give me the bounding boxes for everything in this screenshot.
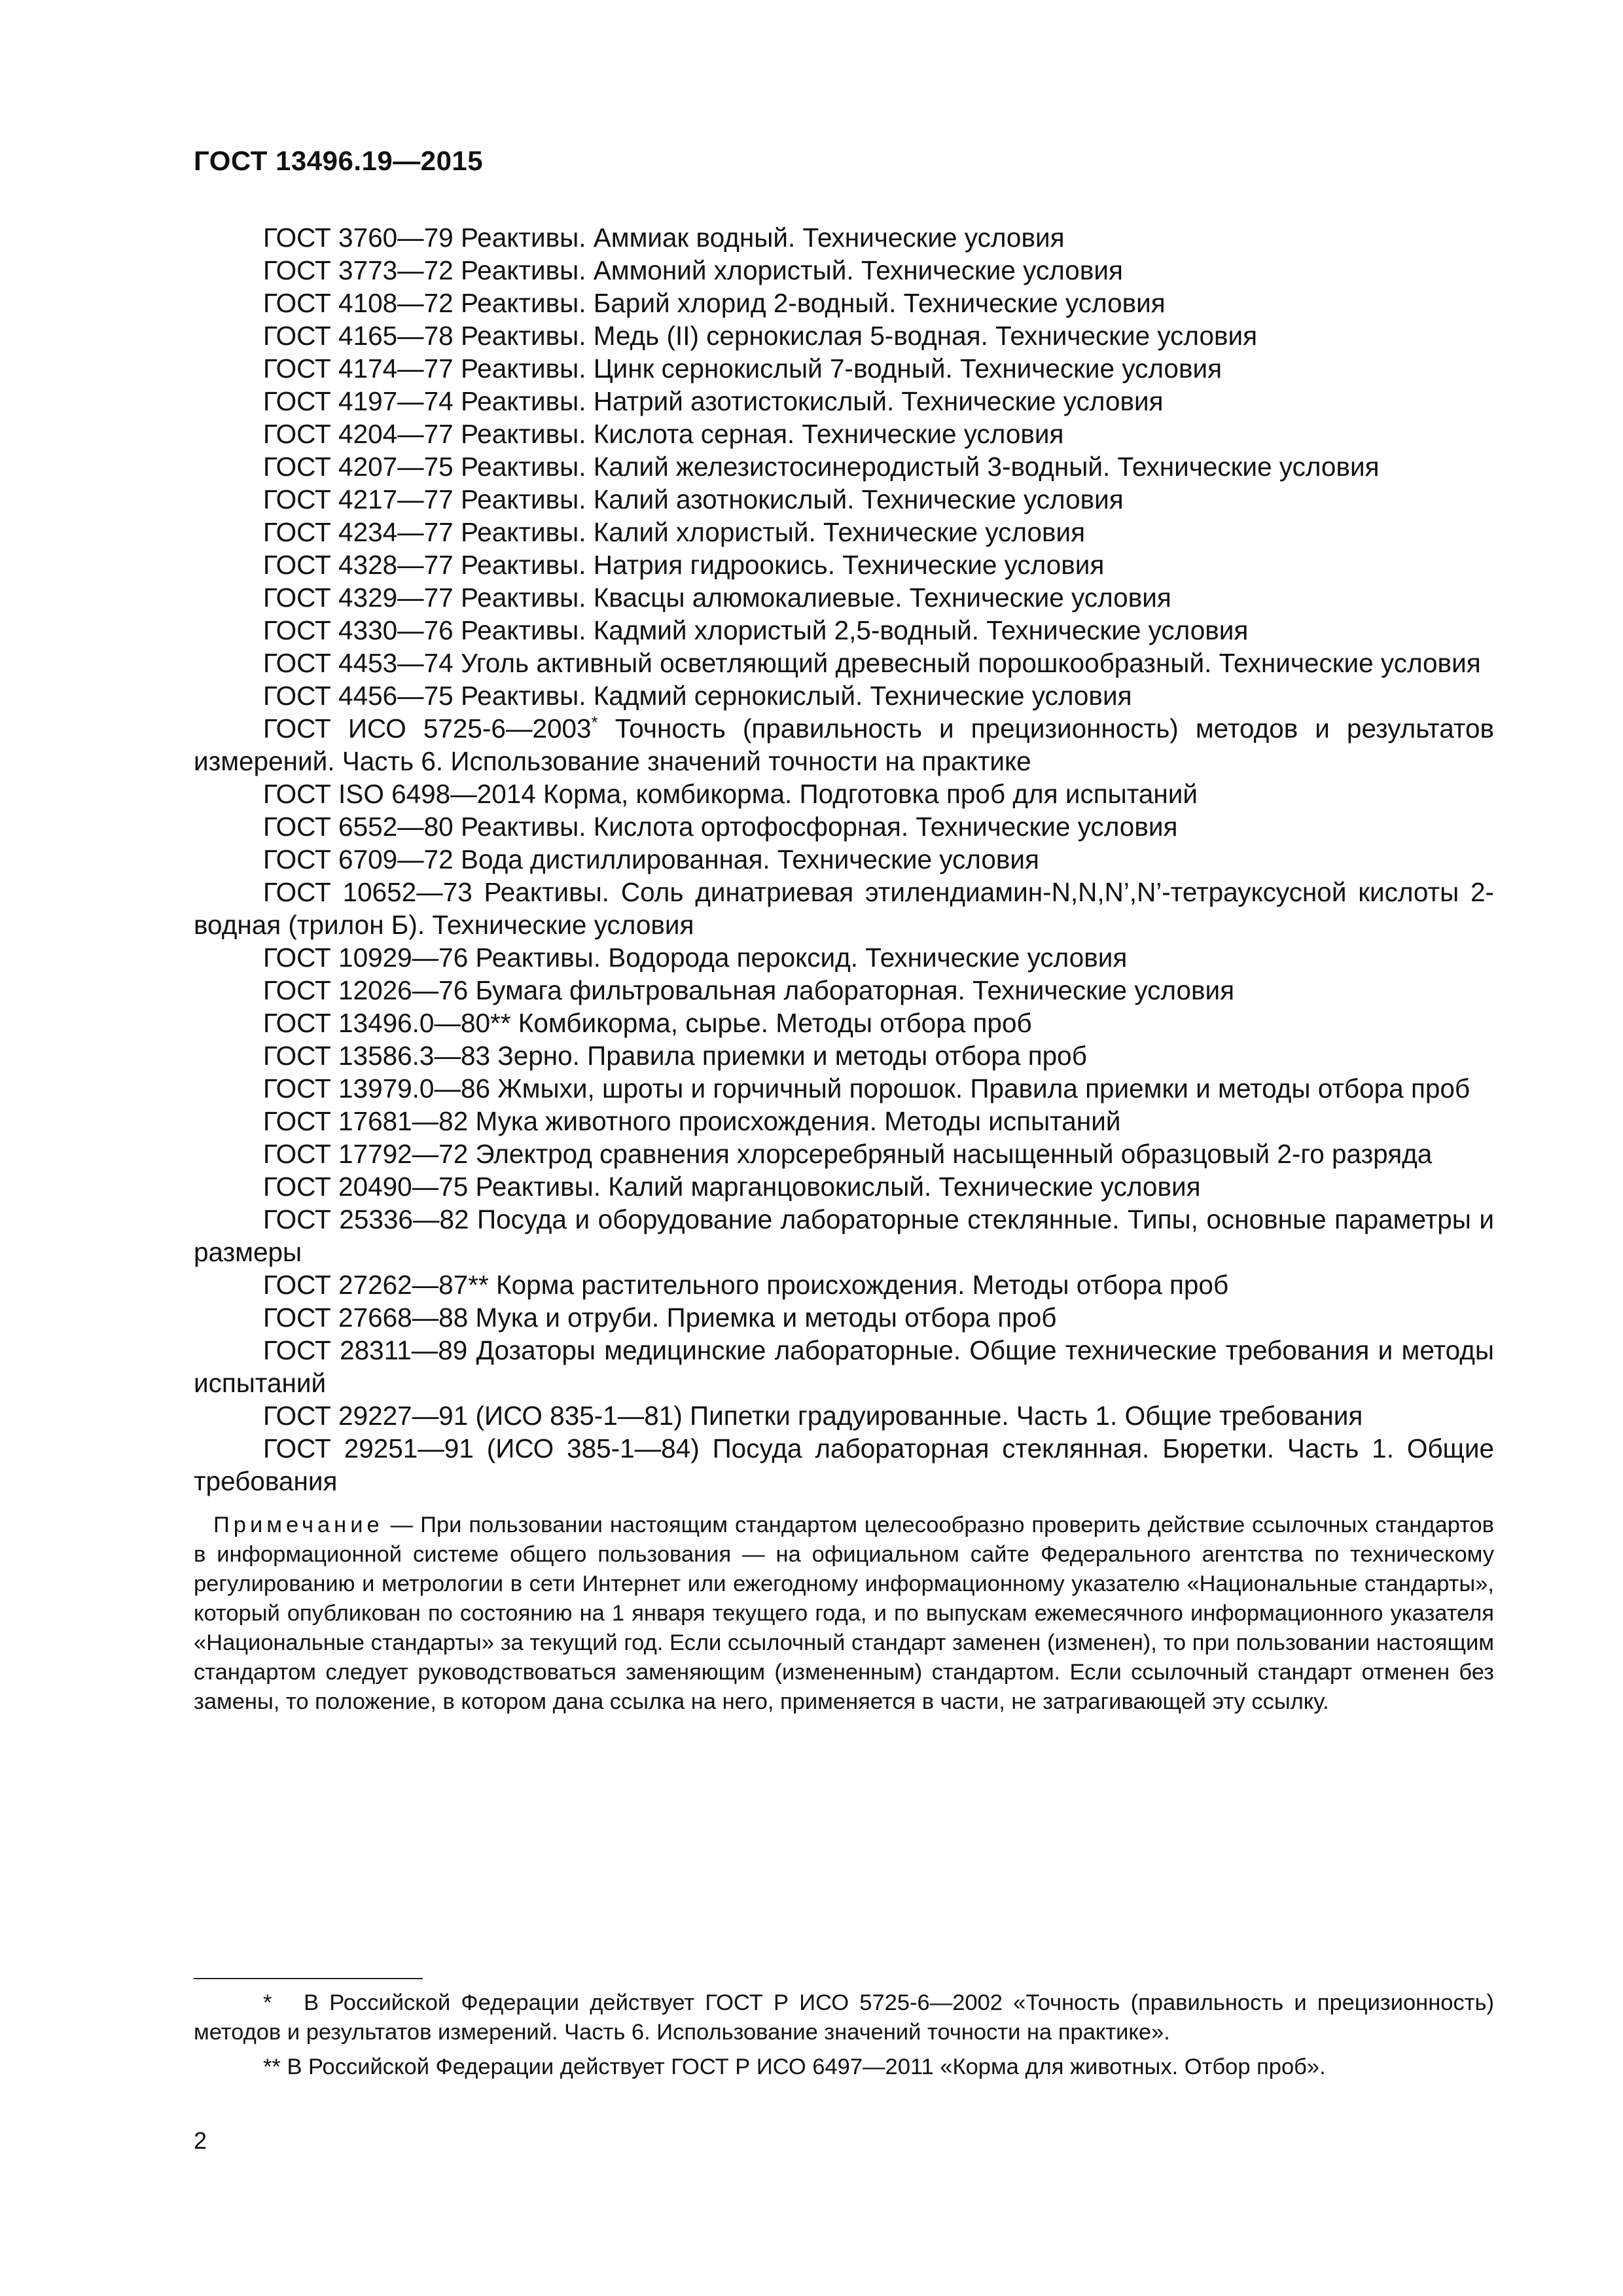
- reference-item: ГОСТ 27262—87** Корма растительного происхождения. Методы отбора проб: [263, 1270, 1229, 1300]
- reference-item: ГОСТ 3773—72 Реактивы. Аммоний хлористый. Технические условия: [263, 255, 1123, 285]
- footnote-text: В Российской Федерации действует ГОСТ Р ИСО 6497—2011 «Корма для животных. Отбор проб».: [287, 2054, 1326, 2079]
- reference-item: ГОСТ 4453—74 Уголь активный осветляющий древесный порошкообразный. Технические условия: [263, 648, 1481, 678]
- reference-item: ГОСТ 27668—88 Мука и отруби. Приемка и методы отбора проб: [263, 1302, 1057, 1333]
- reference-item-with-footnote: [194, 712, 1494, 778]
- reference-item: ГОСТ 4217—77 Реактивы. Калий азотнокислый. Технические условия: [263, 484, 1124, 514]
- footnote-mark: *: [591, 712, 598, 732]
- note-paragraph: [194, 1511, 1494, 1717]
- note-text: — При пользовании настоящим стандартом целесообразно проверить действие ссылочных стандартов в информационной системе общего пользования — на официальном сайте Федерального агентства по техническому регулированию и метрологии в сети Интернет или ежегодному информационному указателю «Национальные стандарты», который опубликован по состоянию на 1 января текущего года, и по выпускам ежемесячного информационного указателя «Национальные стандарты» за текущий год. Если ссылочный стандарт заменен (изменен), то при пользовании настоящим стандартом следует руководствоваться заменяющим (измененным) стандартом. Если ссылочный стандарт отменен без замены, то положение, в котором дана ссылка на него, применяется в части, не затрагивающей эту ссылку.: [194, 1513, 1494, 1714]
- footnotes: [194, 1988, 1494, 2087]
- reference-item: ГОСТ 4456—75 Реактивы. Кадмий сернокислый. Технические условия: [263, 681, 1132, 711]
- footnote-text: В Российской Федерации действует ГОСТ Р ИСО 5725-6—2002 «Точность (правильность и прецизионность) методов и результатов измерений. Часть 6. Использование значений точности на практике».: [194, 1990, 1494, 2045]
- reference-item: ГОСТ 4207—75 Реактивы. Калий железистосинеродистый 3-водный. Технические условия: [263, 452, 1380, 482]
- document-header: ГОСТ 13496.19—2015: [194, 145, 484, 176]
- normative-references-list: [194, 221, 1494, 1498]
- reference-item: ГОСТ 6552—80 Реактивы. Кислота ортофосфорная. Технические условия: [263, 812, 1178, 842]
- reference-designation: ГОСТ ИСО 5725-6—2003: [263, 713, 592, 744]
- reference-item: ГОСТ 4204—77 Реактивы. Кислота серная. Технические условия: [263, 419, 1064, 449]
- footnote-item: [194, 1988, 1494, 2047]
- reference-item: ГОСТ 10652—73 Реактивы. Соль динатриевая этилендиамин-N,N,N’,N’-тетрауксусной кислоты 2-водная (трилон Б). Технические условия: [194, 877, 1494, 940]
- reference-item: ГОСТ 6709—72 Вода дистиллированная. Технические условия: [263, 844, 1039, 874]
- reference-item: ГОСТ 4174—77 Реактивы. Цинк сернокислый 7-водный. Технические условия: [263, 353, 1222, 384]
- note-label: Примечание: [213, 1513, 383, 1537]
- footnote-mark: *: [263, 1990, 272, 2015]
- reference-item: ГОСТ 25336—82 Посуда и оборудование лабораторные стеклянные. Типы, основные параметры и размеры: [194, 1204, 1494, 1267]
- reference-item: ГОСТ 4197—74 Реактивы. Натрий азотистокислый. Технические условия: [263, 386, 1164, 416]
- reference-item: ГОСТ 13979.0—86 Жмыхи, шроты и горчичный порошок. Правила приемки и методы отбора проб: [263, 1073, 1471, 1103]
- reference-item: ГОСТ ISO 6498—2014 Корма, комбикорма. Подготовка проб для испытаний: [263, 779, 1198, 809]
- footnote-mark: **: [263, 2054, 281, 2079]
- reference-item: ГОСТ 10929—76 Реактивы. Водорода пероксид. Технические условия: [263, 942, 1128, 973]
- reference-item: ГОСТ 17792—72 Электрод сравнения хлорсеребряный насыщенный образцовый 2-го разряда: [263, 1139, 1433, 1169]
- reference-item: ГОСТ 17681—82 Мука животного происхождения. Методы испытаний: [263, 1106, 1121, 1136]
- footnote-separator: [194, 1978, 423, 1979]
- reference-item: ГОСТ 4108—72 Реактивы. Барий хлорид 2-водный. Технические условия: [263, 288, 1166, 318]
- reference-item: ГОСТ 4328—77 Реактивы. Натрия гидроокись. Технические условия: [263, 550, 1105, 580]
- reference-item: ГОСТ 4234—77 Реактивы. Калий хлористый. Технические условия: [263, 517, 1086, 547]
- reference-item: ГОСТ 13586.3—83 Зерно. Правила приемки и методы отбора проб: [263, 1041, 1087, 1071]
- reference-item: ГОСТ 4165—78 Реактивы. Медь (II) сернокислая 5-водная. Технические условия: [263, 321, 1258, 351]
- reference-item: ГОСТ 4329—77 Реактивы. Квасцы алюмокалиевые. Технические условия: [263, 583, 1171, 613]
- reference-item: ГОСТ 29227—91 (ИСО 835-1—81) Пипетки градуированные. Часть 1. Общие требования: [263, 1401, 1363, 1431]
- reference-item: ГОСТ 28311—89 Дозаторы медицинские лабораторные. Общие технические требования и методы испытаний: [194, 1335, 1494, 1398]
- footnote-item: [194, 2053, 1494, 2082]
- reference-item: ГОСТ 20490—75 Реактивы. Калий марганцовокислый. Технические условия: [263, 1172, 1201, 1202]
- reference-item: ГОСТ 13496.0—80** Комбикорма, сырье. Методы отбора проб: [263, 1008, 1032, 1038]
- reference-item: ГОСТ 3760—79 Реактивы. Аммиак водный. Технические условия: [263, 223, 1065, 253]
- page-number: 2: [194, 2127, 207, 2154]
- reference-item: ГОСТ 12026—76 Бумага фильтровальная лабораторная. Технические условия: [263, 975, 1235, 1005]
- reference-title: Точность (правильность и прецизионность) методов и результатов измерений. Часть 6. Использование значений точности на практике: [194, 713, 1494, 776]
- reference-item: ГОСТ 29251—91 (ИСО 385-1—84) Посуда лабораторная стеклянная. Бюретки. Часть 1. Общие требования: [194, 1433, 1494, 1496]
- reference-item: ГОСТ 4330—76 Реактивы. Кадмий хлористый 2,5-водный. Технические условия: [263, 615, 1249, 645]
